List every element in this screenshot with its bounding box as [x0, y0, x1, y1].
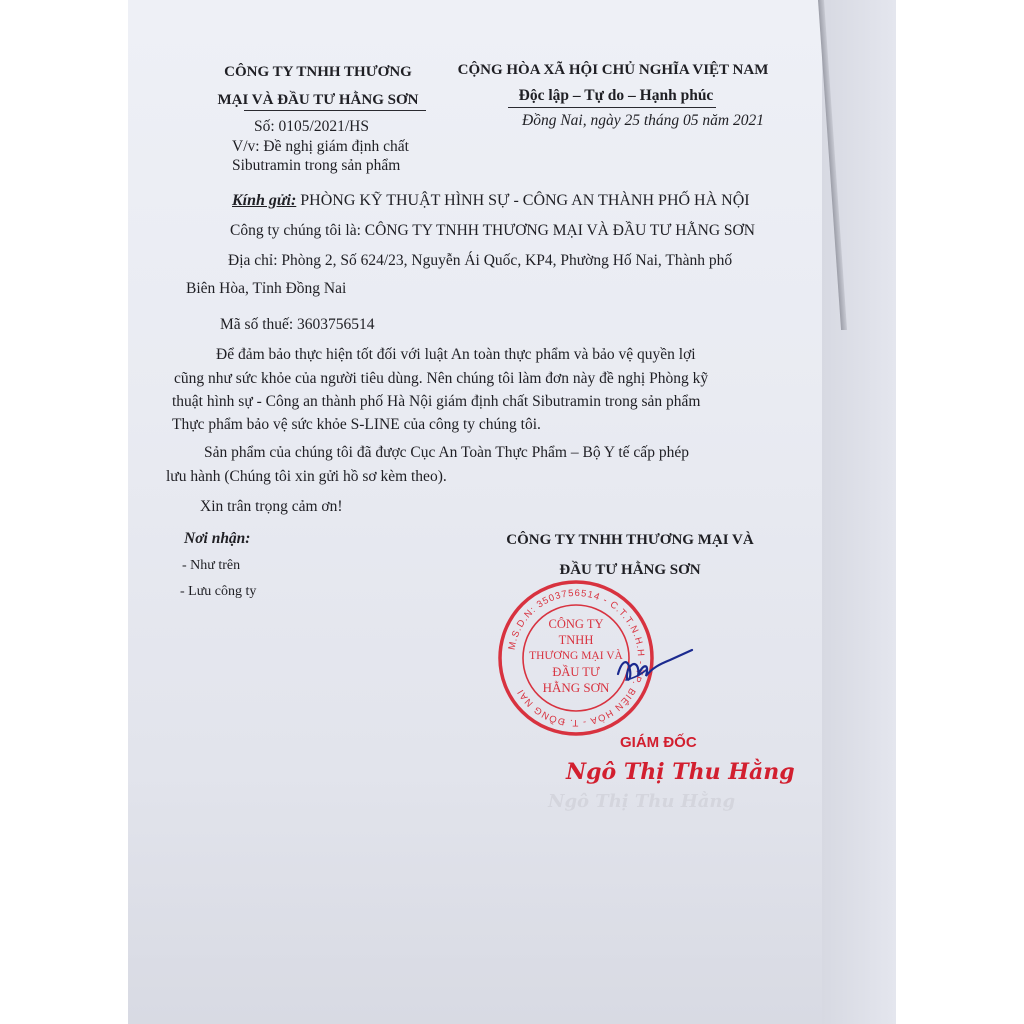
company-name-line2: MẠI VÀ ĐẦU TƯ HẰNG SƠN: [217, 92, 419, 108]
signer-name-show-through: Ngô Thị Thu Hằng: [548, 791, 736, 812]
signer-company-line1: CÔNG TY TNHH THƯƠNG MẠI VÀ: [506, 532, 754, 548]
seal-ring-text: M.S.D.N: 3503756514 - C.T.T.N.H.H - TP. BIÊN HÒA - T. ĐỒNG NAI: [506, 587, 647, 729]
seal-line-1: CÔNG TY: [548, 617, 604, 631]
address-line1: Địa chỉ: Phòng 2, Số 624/23, Nguyễn Ái Quốc, KP4, Phường Hố Nai, Thành phố: [228, 252, 733, 269]
nation-heading: CỘNG HÒA XÃ HỘI CHỦ NGHĨA VIỆT NAM: [457, 62, 769, 78]
paragraph1-line1: Để đảm bảo thực hiện tốt đối với luật An toàn thực phẩm và bảo vệ quyền lợi: [216, 346, 696, 363]
signer-title: GIÁM ĐỐC: [620, 734, 697, 751]
paragraph1-line4: Thực phẩm bảo vệ sức khỏe S-LINE của công ty chúng tôi.: [172, 416, 541, 433]
signer-company-line2: ĐẦU TƯ HẰNG SƠN: [559, 562, 701, 578]
paragraph2-line1: Sản phẩm của chúng tôi đã được Cục An Toàn Thực Phẩm – Bộ Y tế cấp phép: [204, 444, 689, 461]
seal-line-4: ĐẦU TƯ: [552, 665, 600, 679]
signer-name: Ngô Thị Thu Hằng: [566, 759, 795, 785]
company-name-line1: CÔNG TY TNHH THƯƠNG: [224, 64, 412, 80]
seal-line-5: HẰNG SƠN: [542, 680, 610, 695]
subject-line2: Sibutramin trong sản phẩm: [232, 157, 401, 174]
company-intro: Công ty chúng tôi là: CÔNG TY TNHH THƯƠNG MẠI VÀ ĐẦU TƯ HẰNG SƠN: [230, 222, 755, 239]
seal-line-3: THƯƠNG MẠI VÀ: [529, 650, 623, 662]
signature-icon: [600, 640, 700, 700]
recipient-line: [232, 192, 750, 210]
paragraph2-line2: lưu hành (Chúng tôi xin gửi hồ sơ kèm theo).: [166, 468, 447, 485]
place-date: Đồng Nai, ngày 25 tháng 05 năm 2021: [522, 112, 764, 129]
subject-line1: V/v: Đề nghị giám định chất: [232, 138, 409, 155]
recipient-item-1: - Như trên: [182, 558, 241, 573]
recipients-label: Nơi nhận:: [184, 530, 251, 547]
document-number: Số: 0105/2021/HS: [254, 118, 369, 135]
thanks-line: Xin trân trọng cảm ơn!: [200, 498, 343, 515]
motto-underline: [508, 107, 716, 108]
header-underline: [244, 110, 426, 111]
paragraph1-line3: thuật hình sự - Công an thành phố Hà Nội giám định chất Sibutramin trong sản phẩm: [172, 393, 701, 410]
recipient-name: PHÒNG KỸ THUẬT HÌNH SỰ - CÔNG AN THÀNH PHỐ HÀ NỘI: [296, 192, 750, 209]
national-motto: Độc lập – Tự do – Hạnh phúc: [518, 87, 714, 104]
seal-line-2: TNHH: [558, 633, 594, 647]
address-line2: Biên Hòa, Tỉnh Đồng Nai: [186, 280, 347, 297]
paragraph1-line2: cũng như sức khỏe của người tiêu dùng. Nên chúng tôi làm đơn này đề nghị Phòng kỹ: [174, 370, 709, 387]
tax-code: Mã số thuế: 3603756514: [220, 316, 375, 333]
recipient-label: Kính gửi:: [232, 192, 297, 209]
recipient-item-2: - Lưu công ty: [180, 584, 257, 599]
